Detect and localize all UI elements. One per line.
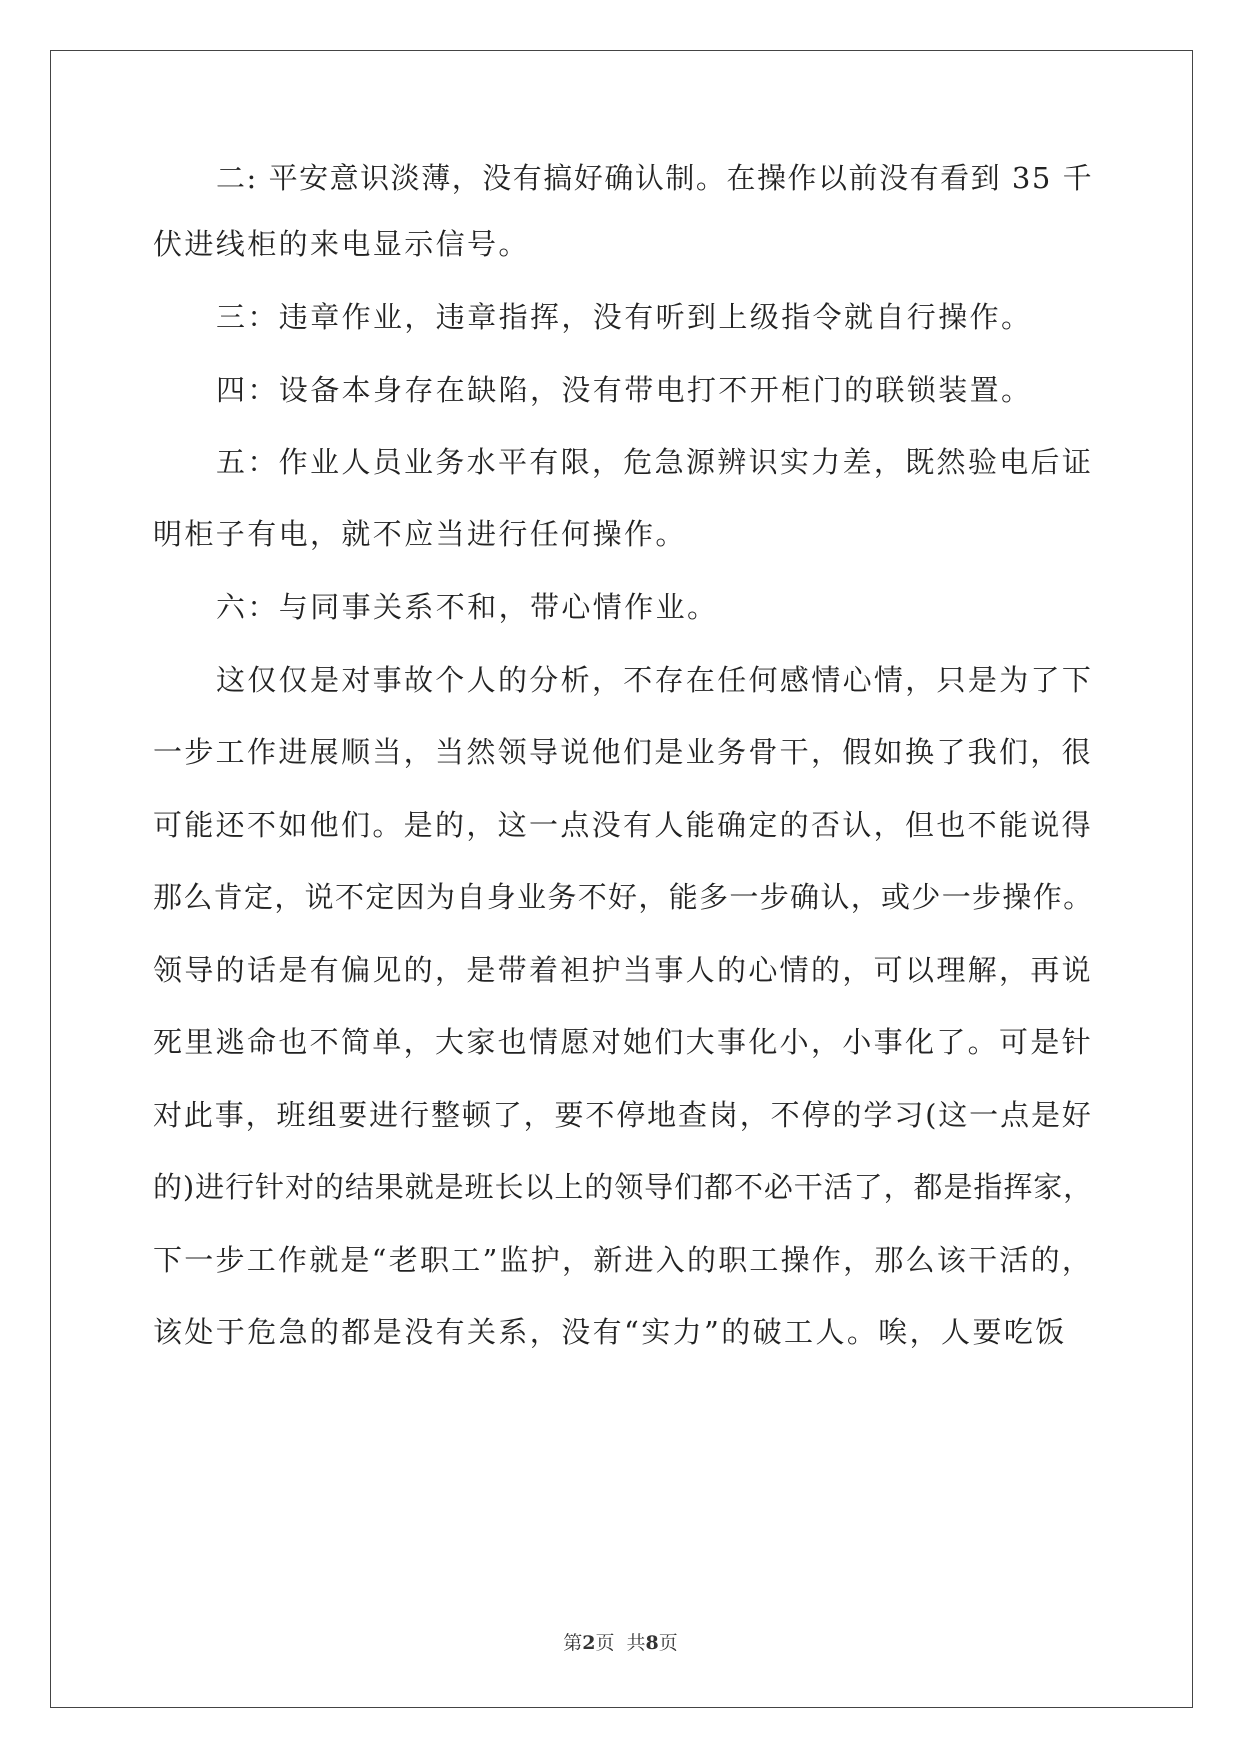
page-number-current: 2 xyxy=(582,1632,596,1654)
text-line: 对此事，班组要进行整顿了，要不停地查岗，不停的学习(这一点是好 xyxy=(153,1098,1093,1132)
text-line: 六：与同事关系不和，带心情作业。 xyxy=(216,590,719,624)
text-line: 一步工作进展顺当，当然领导说他们是业务骨干，假如换了我们，很 xyxy=(153,735,1094,769)
text-line: 那么肯定，说不定因为自身业务不好，能多一步确认，或少一步操作。 xyxy=(153,880,1094,914)
page-number-total: 8 xyxy=(645,1632,659,1654)
text-line: 这仅仅是对事故个人的分析，不存在任何感情心情，只是为了下 xyxy=(216,663,1094,697)
page-number-mid: 页 共 xyxy=(595,1632,646,1654)
text-line: 三：违章作业，违章指挥，没有听到上级指令就自行操作。 xyxy=(216,300,1033,334)
text-line: 明柜子有电，就不应当进行任何操作。 xyxy=(153,517,687,551)
page-footer xyxy=(0,1628,1241,1655)
text-line: 的)进行针对的结果就是班长以上的领导们都不必干活了，都是指挥家， xyxy=(153,1170,1094,1204)
text-line: 领导的话是有偏见的，是带着袒护当事人的心情的，可以理解，再说 xyxy=(153,953,1094,987)
text-line: 五：作业人员业务水平有限，危急源辨识实力差，既然验电后证 xyxy=(216,445,1094,479)
text-line: 二: 平安意识淡薄，没有搞好确认制。在操作以前没有看到 35 千 xyxy=(216,161,1094,195)
page-number-prefix: 第 xyxy=(563,1632,583,1654)
text-line: 四：设备本身存在缺陷，没有带电打不开柜门的联锁装置。 xyxy=(216,373,1033,407)
text-line: 下一步工作就是“老职工”监护，新进入的职工操作，那么该干活的， xyxy=(153,1243,1094,1277)
text-line: 该处于危急的都是没有关系，没有“实力”的破工人。唉，人要吃饭 xyxy=(153,1315,1067,1349)
text-line: 死里逃命也不简单，大家也情愿对她们大事化小，小事化了。可是针 xyxy=(153,1025,1094,1059)
page-number-suffix: 页 xyxy=(658,1632,678,1654)
text-line: 可能还不如他们。是的，这一点没有人能确定的否认，但也不能说得 xyxy=(153,808,1094,842)
text-line: 伏进线柜的来电显示信号。 xyxy=(153,227,530,261)
